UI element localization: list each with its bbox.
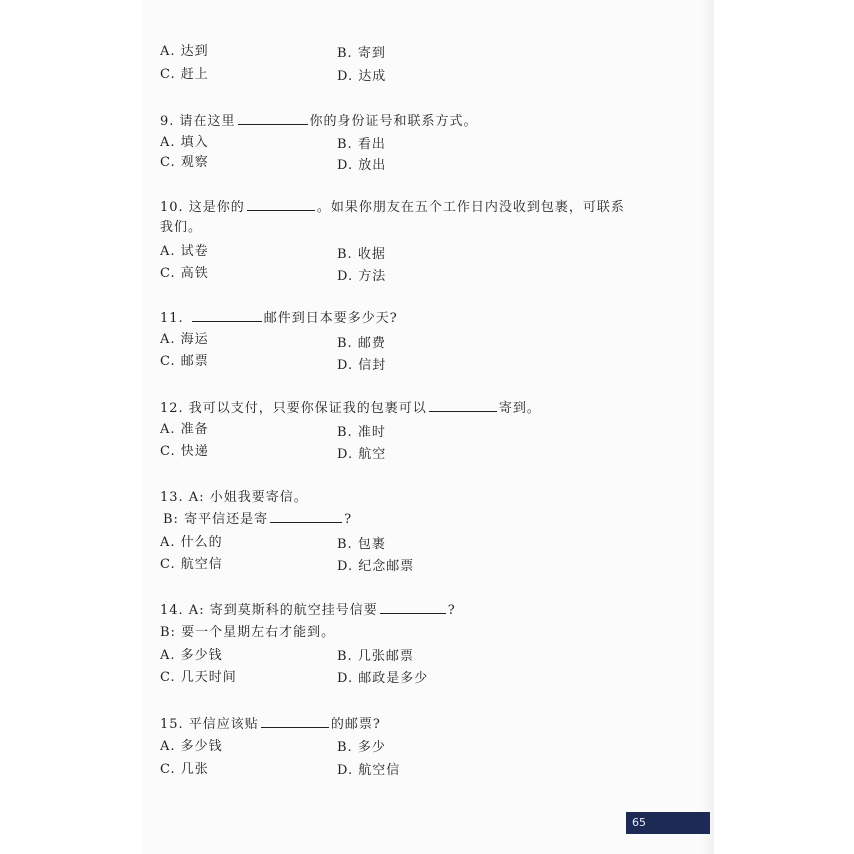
- q9-option-b: B. 看出: [337, 137, 386, 152]
- q13-stem-after: ?: [344, 512, 353, 527]
- q12-option-a: A. 准备: [160, 422, 209, 437]
- q9-stem-before: 9. 请在这里: [160, 114, 236, 129]
- q10-stem-after: 。如果你朋友在五个工作日内没收到包裹，可联系: [316, 200, 625, 215]
- q13-option-d: D. 纪念邮票: [337, 559, 415, 574]
- q11-blank: [192, 309, 262, 322]
- q14-option-c: C. 几天时间: [160, 670, 237, 685]
- q11-stem: [160, 307, 398, 326]
- q15-stem: [160, 713, 381, 732]
- q10-option-c: C. 高铁: [160, 266, 209, 281]
- q8-option-d: D. 达成: [337, 69, 387, 84]
- q15-stem-before: 15. 平信应该贴: [160, 717, 259, 732]
- q13-stem: [163, 508, 352, 527]
- q10-stem: [160, 196, 625, 215]
- q14-stem-before: 14. A: 寄到莫斯科的航空挂号信要: [160, 603, 378, 618]
- q14-stem-line2: B: 要一个星期左右才能到。: [160, 625, 336, 640]
- q9-option-a: A. 填入: [160, 135, 209, 150]
- q15-stem-after: 的邮票?: [330, 717, 381, 732]
- q14-option-d: D. 邮政是多少: [337, 671, 429, 686]
- q12-blank: [429, 399, 497, 412]
- q14-option-a: A. 多少钱: [160, 648, 223, 663]
- q11-stem-after: 邮件到日本要多少天?: [263, 311, 398, 326]
- q12-option-c: C. 快递: [160, 444, 209, 459]
- q14-stem: [160, 599, 456, 618]
- q8-option-b: B. 寄到: [337, 46, 386, 61]
- q15-option-b: B. 多少: [337, 740, 386, 755]
- q8-option-a: A. 达到: [160, 44, 209, 59]
- q15-option-d: D. 航空信: [337, 763, 401, 778]
- q12-option-d: D. 航空: [337, 447, 387, 462]
- q9-option-c: C. 观察: [160, 155, 209, 170]
- q13-option-b: B. 包裹: [337, 537, 386, 552]
- q13-stem-line1: 13. A: 小姐我要寄信。: [160, 490, 308, 505]
- q13-stem-before: B: 寄平信还是寄: [163, 512, 269, 527]
- q9-stem: [160, 110, 478, 129]
- q14-blank: [380, 601, 446, 614]
- q9-option-d: D. 放出: [337, 158, 387, 173]
- q11-option-b: B. 邮费: [337, 336, 386, 351]
- q12-stem-before: 12. 我可以支付，只要你保证我的包裹可以: [160, 401, 427, 416]
- page-number-tab: [626, 812, 710, 834]
- q13-blank: [270, 510, 342, 523]
- page-number: 65: [632, 816, 646, 829]
- q11-stem-before: 11.: [160, 311, 184, 326]
- q10-option-d: D. 方法: [337, 269, 387, 284]
- q9-stem-after: 你的身份证号和联系方式。: [309, 114, 478, 129]
- q10-stem-line2: 我们。: [160, 220, 203, 235]
- q15-option-c: C. 几张: [160, 762, 209, 777]
- q11-option-d: D. 信封: [337, 358, 387, 373]
- q10-stem-before: 10. 这是你的: [160, 200, 245, 215]
- q12-stem: [160, 397, 541, 416]
- q12-option-b: B. 准时: [337, 425, 386, 440]
- q10-blank: [247, 198, 315, 211]
- q15-blank: [261, 715, 329, 728]
- q15-option-a: A. 多少钱: [160, 739, 223, 754]
- q12-stem-after: 寄到。: [498, 401, 541, 416]
- page-edge-shadow: [700, 0, 714, 854]
- q10-option-a: A. 试卷: [160, 244, 209, 259]
- q8-option-c: C. 赶上: [160, 67, 209, 82]
- q14-option-b: B. 几张邮票: [337, 649, 414, 664]
- q13-option-a: A. 什么的: [160, 535, 223, 550]
- q14-stem-after: ?: [447, 603, 456, 618]
- q11-option-c: C. 邮票: [160, 354, 209, 369]
- q9-blank: [238, 112, 308, 125]
- q13-option-c: C. 航空信: [160, 557, 223, 572]
- q10-option-b: B. 收据: [337, 247, 386, 262]
- q11-option-a: A. 海运: [160, 332, 209, 347]
